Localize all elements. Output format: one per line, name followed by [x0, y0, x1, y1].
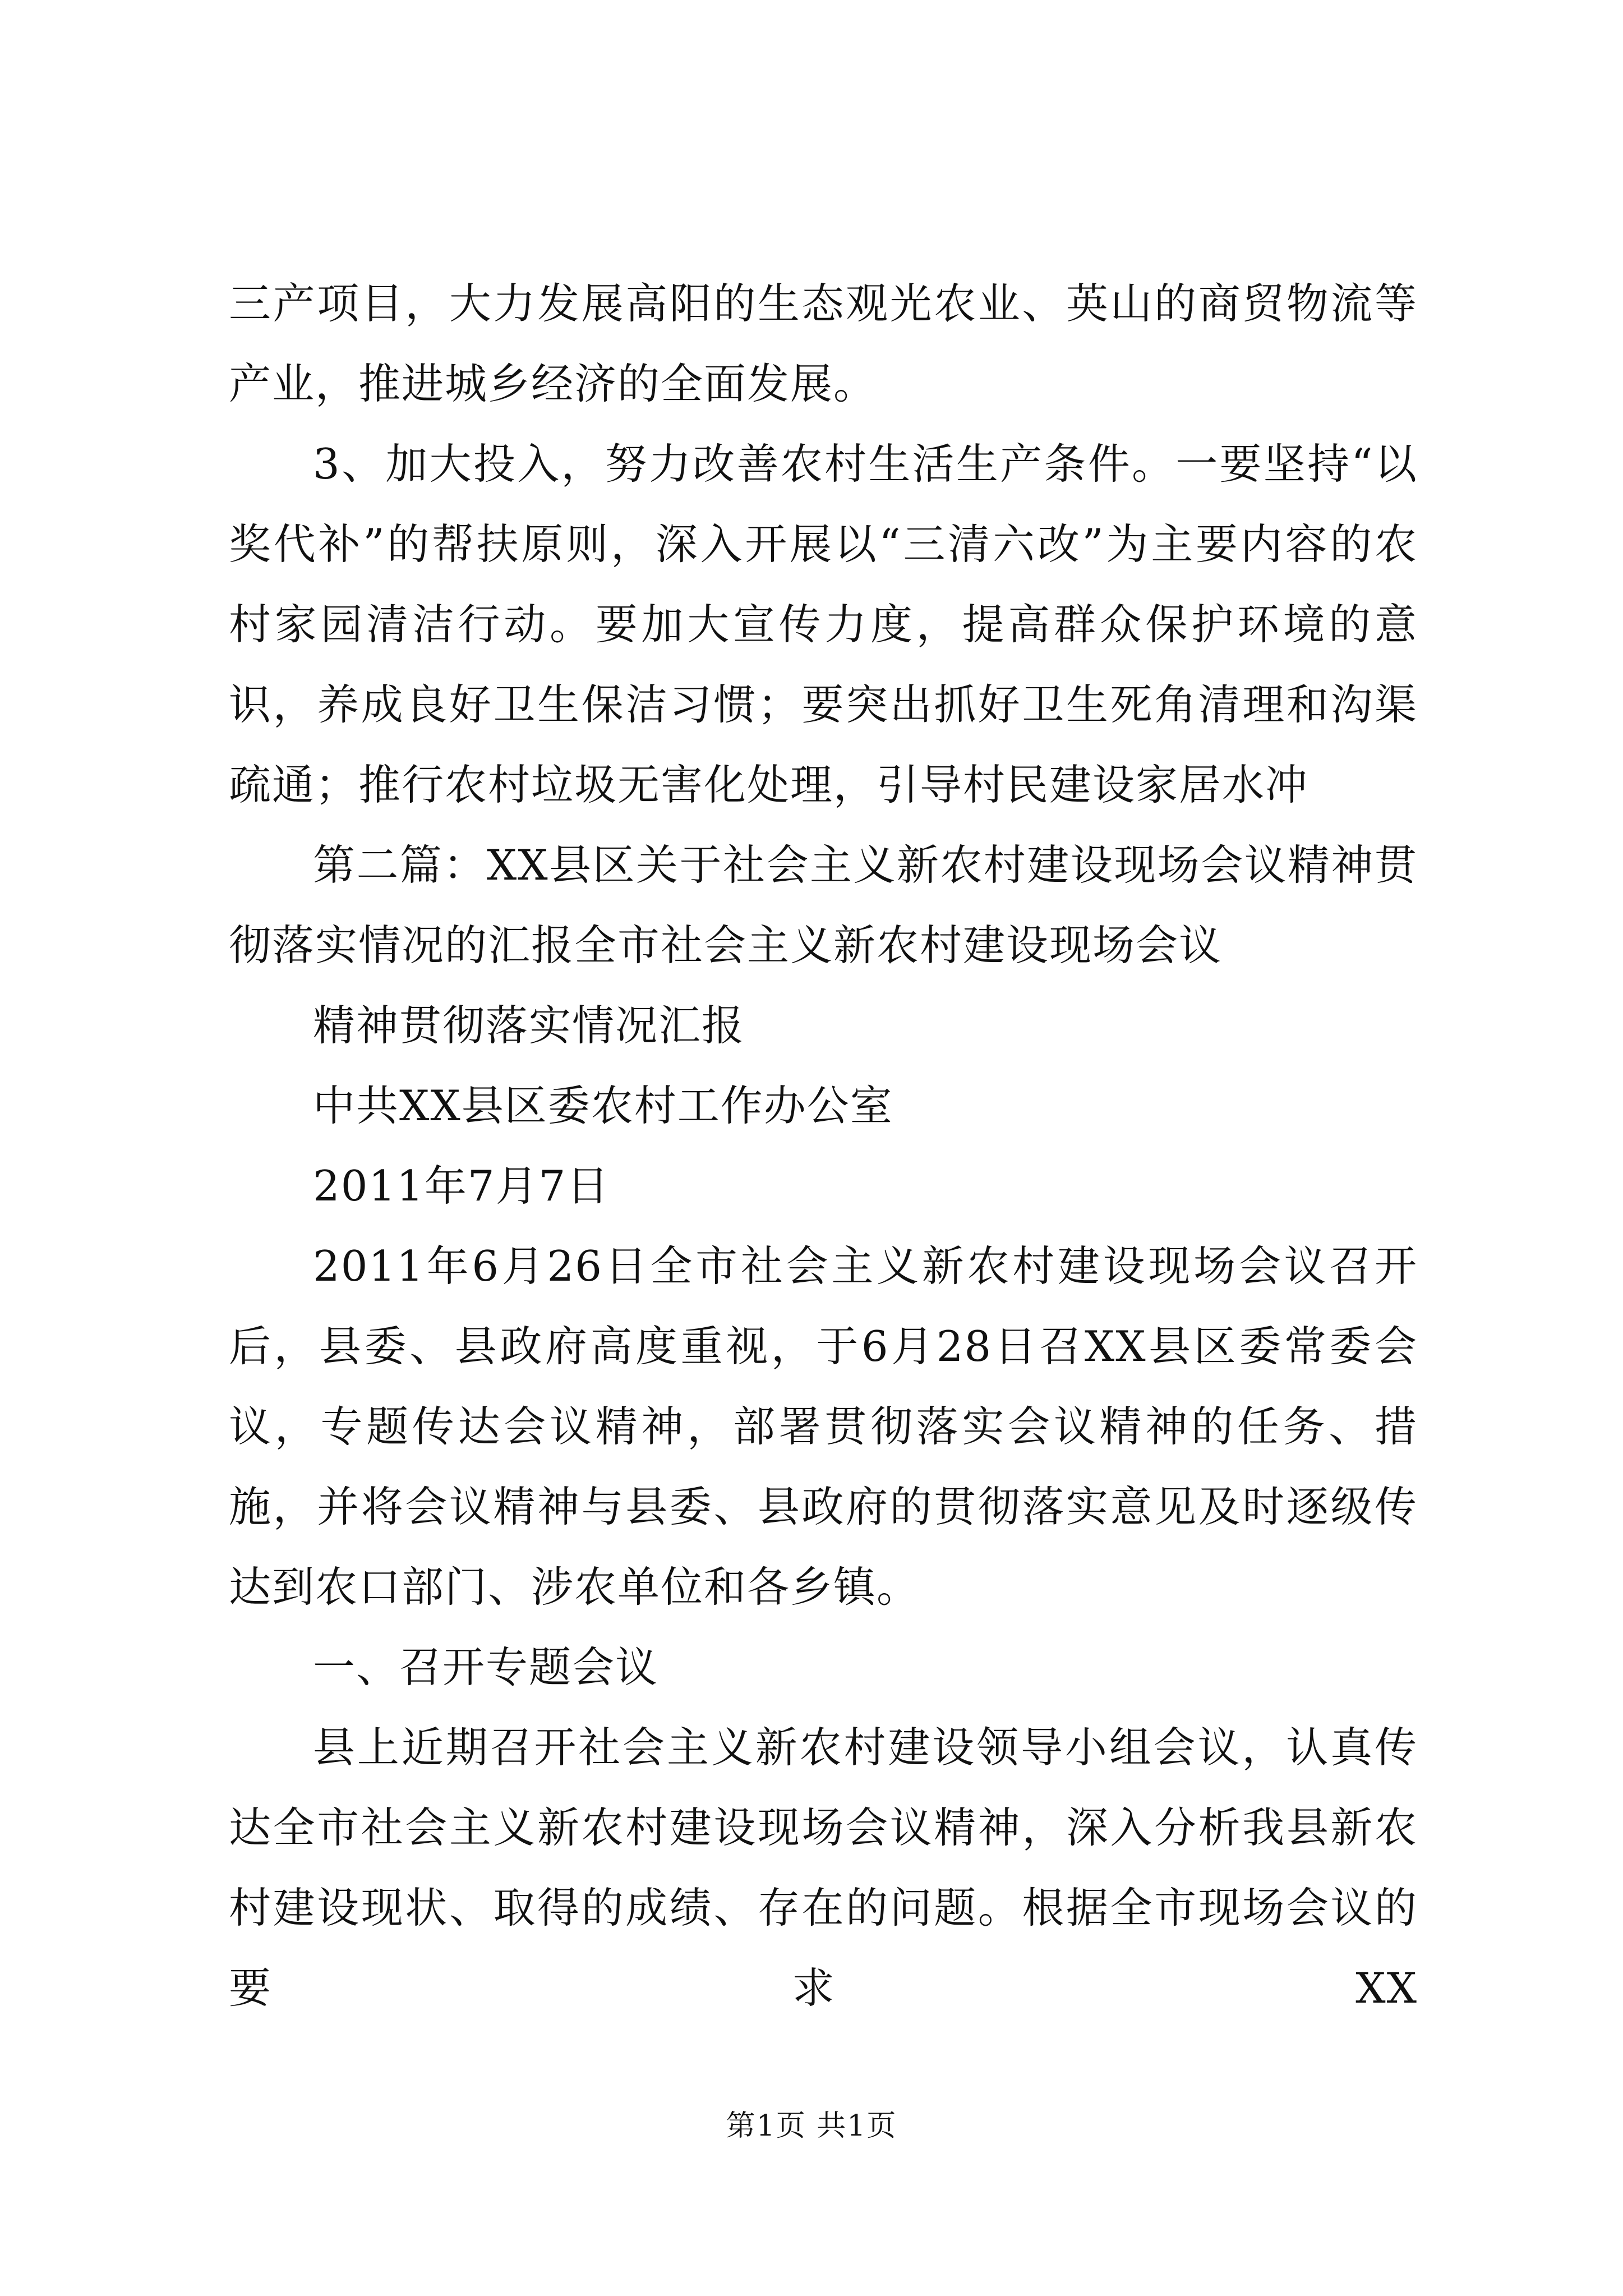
- paragraph-3: 第二篇：XX县区关于社会主义新农村建设现场会议精神贯彻落实情况的汇报全市社会主义新农村建设现场会议: [229, 840, 1418, 970]
- page-footer: 第1页 共1页: [726, 2109, 897, 2143]
- paragraph-1: 三产项目，大力发展高阳的生态观光农业、英山的商贸物流等产业，推进城乡经济的全面发展。: [229, 279, 1418, 408]
- paragraph-6: 2011年7月7日: [313, 1161, 610, 1211]
- paragraph-9: 县上近期召开社会主义新农村建设领导小组会议，认真传达全市社会主义新农村建设现场会议精神，深入分析我县新农村建设现状、取得的成绩、存在的问题。根据全市现场会议的要求XX: [229, 1723, 1418, 2013]
- paragraph-5: 中共XX县区委农村工作办公室: [313, 1081, 893, 1130]
- paragraph-2: 3、加大投入，努力改善农村生活生产条件。一要坚持“以奖代补”的帮扶原则，深入开展以“三清六改”为主要内容的农村家园清洁行动。要加大宣传力度，提高群众保护环境的意识，养成良好卫生保洁习惯；要突出抓好卫生死角清理和沟渠疏通；推行农村垃圾无害化处理，引导村民建设家居水冲: [229, 439, 1418, 809]
- paragraph-8: 一、召开专题会议: [313, 1642, 659, 1692]
- paragraph-4: 精神贯彻落实情况汇报: [313, 1001, 745, 1050]
- paragraph-7: 2011年6月26日全市社会主义新农村建设现场会议召开后，县委、县政府高度重视，于6月28日召XX县区委常委会议，专题传达会议精神，部署贯彻落实会议精神的任务、措施，并将会议精神与县委、县政府的贯彻落实意见及时逐级传达到农口部门、涉农单位和各乡镇。: [229, 1241, 1418, 1612]
- document-body: [229, 264, 1418, 2028]
